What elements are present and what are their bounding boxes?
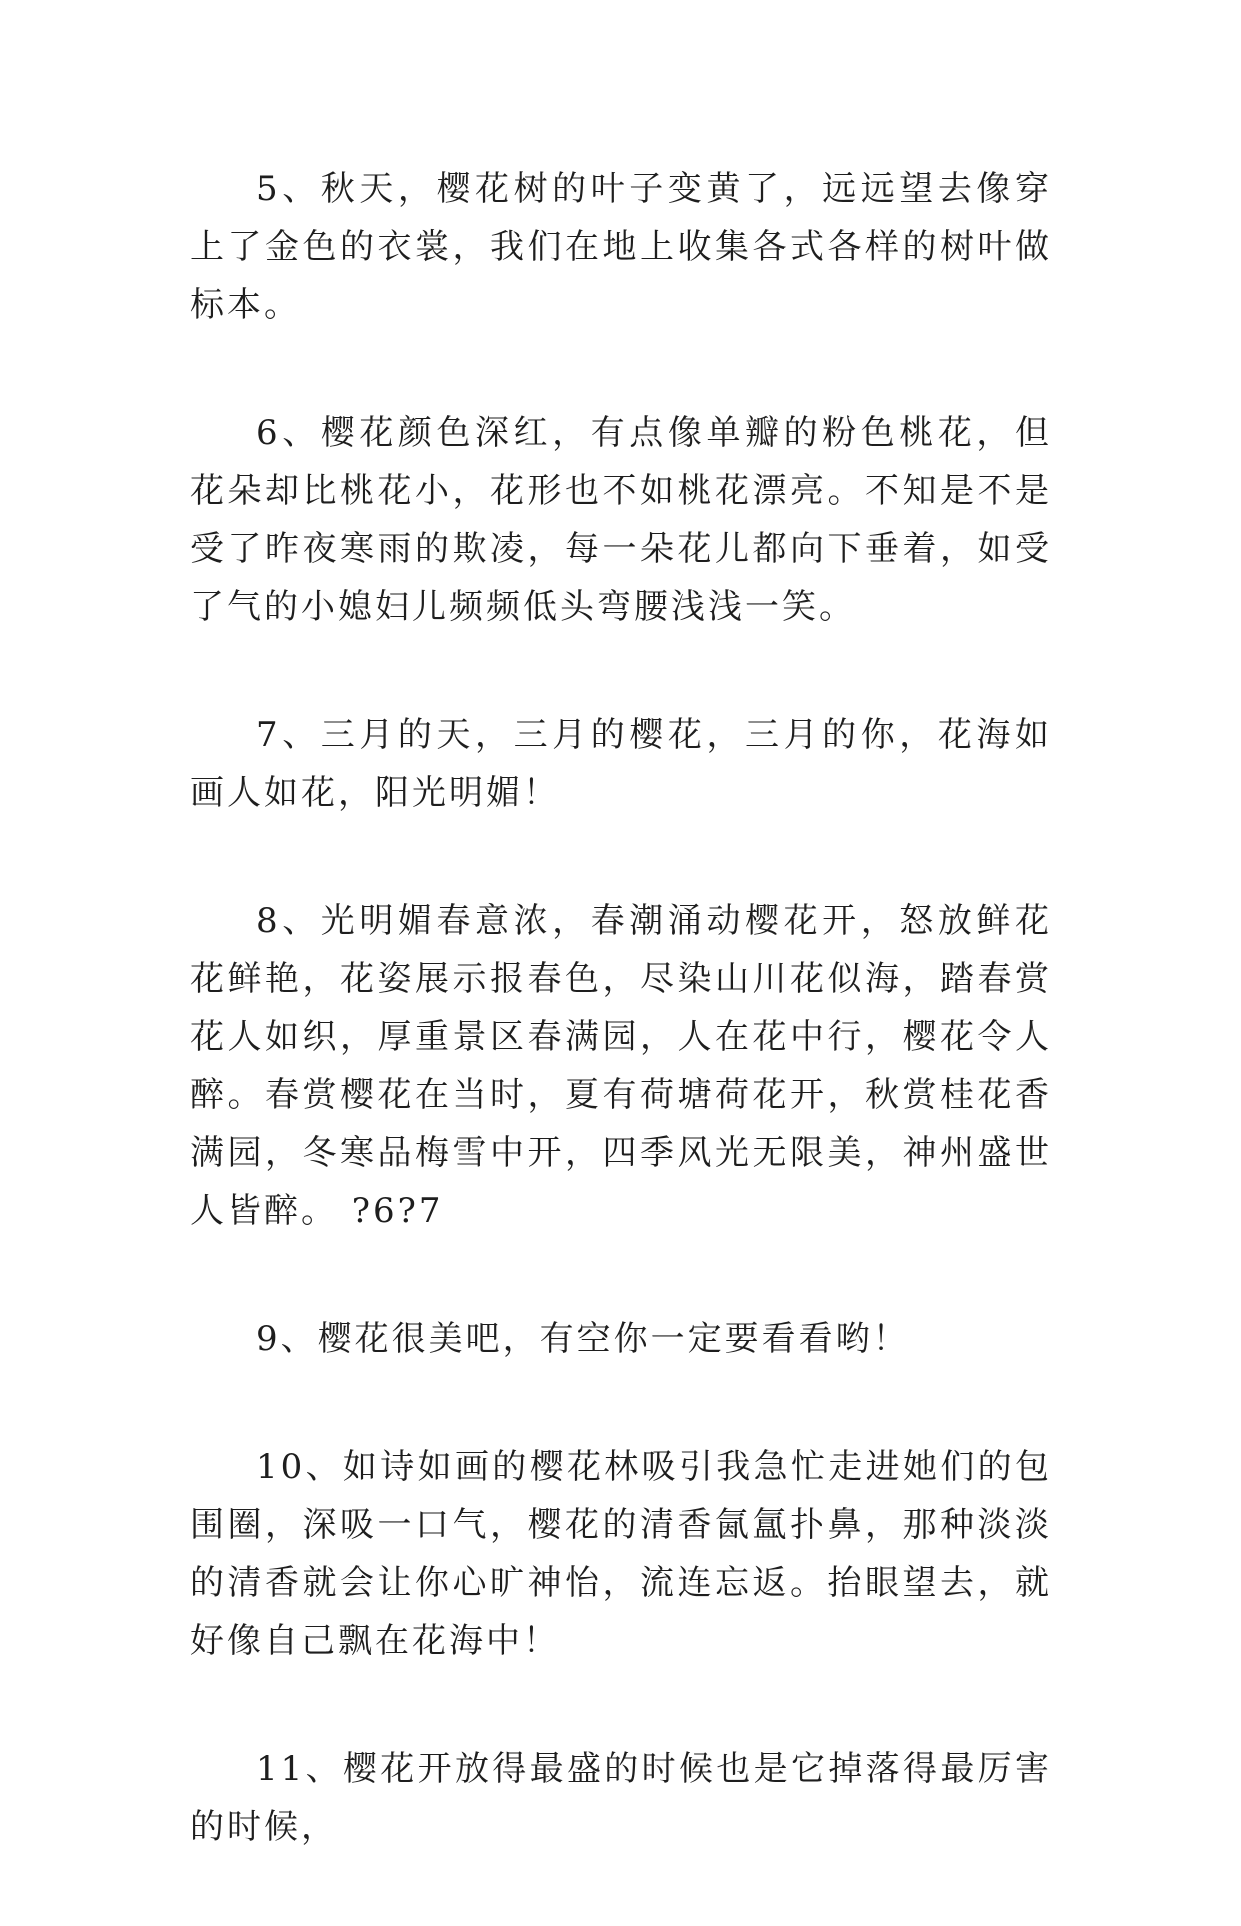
paragraph-5: 5、秋天，樱花树的叶子变黄了，远远望去像穿上了金色的衣裳，我们在地上收集各式各样的树叶做标本。 (190, 169, 1052, 325)
paragraph-6: 6、樱花颜色深红，有点像单瓣的粉色桃花，但花朵却比桃花小，花形也不如桃花漂亮。不知是不是受了昨夜寒雨的欺凌，每一朵花儿都向下垂着，如受了气的小媳妇儿频频低头弯腰浅浅一笑。 (190, 413, 1052, 627)
paragraph-10: 10、如诗如画的樱花林吸引我急忙走进她们的包围圈，深吸一口气，樱花的清香氤氲扑鼻，那种淡淡的清香就会让你心旷神怡，流连忘返。抬眼望去，就好像自己飘在花海中！ (190, 1447, 1052, 1661)
paragraph-8: 8、光明媚春意浓，春潮涌动樱花开，怒放鲜花花鲜艳，花姿展示报春色，尽染山川花似海，踏春赏花人如织，厚重景区春满园，人在花中行，樱花令人醉。春赏樱花在当时，夏有荷塘荷花开，秋赏桂花香满园，冬寒品梅雪中开，四季风光无限美，神州盛世人皆醉。 ?6?7 (190, 901, 1052, 1231)
paragraph-11: 11、樱花开放得最盛的时候也是它掉落得最厉害的时候， (190, 1749, 1052, 1847)
paragraph-7: 7、三月的天，三月的樱花，三月的你，花海如画人如花，阳光明媚！ (190, 715, 1052, 813)
document-body (190, 160, 1052, 1926)
paragraph-9: 9、樱花很美吧，有空你一定要看看哟！ (256, 1319, 910, 1359)
